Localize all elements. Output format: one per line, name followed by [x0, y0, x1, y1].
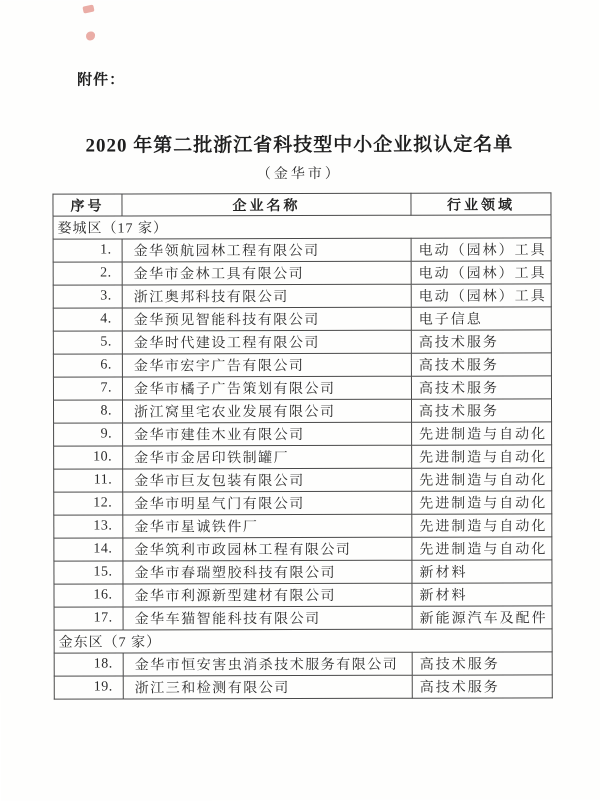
index-cell: 2.	[53, 262, 122, 285]
industry-cell: 先进制造与自动化	[412, 491, 552, 514]
index-cell: 6.	[53, 354, 122, 377]
index-cell: 7.	[53, 377, 122, 400]
header-industry: 行业领域	[411, 193, 551, 215]
section-label: 婺城区（17 家）	[53, 215, 551, 239]
industry-cell: 先进制造与自动化	[412, 468, 552, 491]
index-cell: 15.	[54, 561, 123, 584]
company-cell: 金华市恒安害虫消杀技术服务有限公司	[123, 652, 412, 676]
company-cell: 金华车猫智能科技有限公司	[123, 606, 412, 630]
table-row	[53, 284, 551, 308]
industry-cell: 电动（园林）工具	[411, 284, 551, 307]
header-row	[53, 193, 551, 216]
company-cell: 金华市建佳木业有限公司	[123, 422, 412, 446]
company-cell: 金华时代建设工程有限公司	[122, 330, 411, 354]
section-row	[54, 629, 552, 653]
industry-cell: 电动（园林）工具	[411, 261, 551, 284]
industry-cell: 新材料	[412, 583, 552, 606]
attachment-label: 附件：	[77, 71, 126, 89]
table-row	[54, 514, 552, 538]
index-cell: 19.	[54, 676, 123, 699]
table-row	[54, 445, 552, 469]
table-row	[54, 537, 552, 561]
index-cell: 17.	[54, 607, 123, 630]
company-cell: 金华市金居印铁制罐厂	[123, 445, 412, 469]
table-row	[54, 491, 552, 515]
company-cell: 浙江窝里宅农业发展有限公司	[122, 399, 411, 423]
scan-artifact-mark	[82, 4, 94, 13]
industry-cell: 高技术服务	[411, 376, 551, 399]
scan-artifact-mark	[86, 32, 95, 41]
company-cell: 金华市橘子广告策划有限公司	[122, 376, 411, 400]
index-cell: 16.	[54, 584, 123, 607]
table-row	[54, 675, 552, 699]
table-row	[54, 583, 552, 607]
table-row	[54, 560, 552, 584]
index-cell: 1.	[53, 239, 122, 262]
index-cell: 12.	[54, 492, 123, 515]
industry-cell: 高技术服务	[411, 399, 551, 422]
company-cell: 金华市宏宇广告有限公司	[122, 353, 411, 377]
industry-cell: 先进制造与自动化	[412, 537, 552, 560]
table-row	[53, 261, 551, 285]
table-row	[53, 376, 551, 400]
index-cell: 8.	[53, 400, 122, 423]
company-cell: 浙江奥邦科技有限公司	[122, 284, 411, 308]
index-cell: 11.	[54, 469, 123, 492]
page-title: 2020 年第二批浙江省科技型中小企业拟认定名单	[85, 134, 514, 157]
company-cell: 金华市利源新型建材有限公司	[123, 583, 412, 607]
company-cell: 金华市星诚铁件厂	[123, 514, 412, 538]
table-row	[53, 238, 551, 262]
company-cell: 金华市金林工具有限公司	[122, 261, 411, 285]
table-row	[54, 468, 552, 492]
table-row	[54, 652, 552, 676]
index-cell: 3.	[53, 285, 122, 308]
table-row	[53, 399, 551, 423]
index-cell: 10.	[54, 446, 123, 469]
company-cell: 金华预见智能科技有限公司	[122, 307, 411, 331]
industry-cell: 先进制造与自动化	[412, 422, 552, 445]
table-body	[53, 215, 552, 699]
index-cell: 5.	[53, 331, 122, 354]
industry-cell: 新能源汽车及配件	[412, 606, 552, 629]
industry-cell: 先进制造与自动化	[412, 445, 552, 468]
table-row	[53, 307, 551, 331]
header-index: 序号	[53, 194, 122, 216]
industry-cell: 先进制造与自动化	[412, 514, 552, 537]
industry-cell: 高技术服务	[412, 652, 552, 675]
table-row	[54, 422, 552, 446]
company-cell: 金华市巨友包装有限公司	[123, 468, 412, 492]
index-cell: 13.	[54, 515, 123, 538]
company-cell: 浙江三和检测有限公司	[123, 675, 412, 699]
section-row	[53, 215, 551, 239]
index-cell: 18.	[54, 653, 123, 676]
industry-cell: 高技术服务	[412, 675, 552, 698]
table-row	[53, 330, 551, 354]
industry-cell: 高技术服务	[411, 353, 551, 376]
table-row	[53, 353, 551, 377]
industry-cell: 电动（园林）工具	[411, 238, 551, 261]
page-subtitle: （金华市）	[256, 166, 342, 183]
table-row	[54, 606, 552, 630]
company-cell: 金华领航园林工程有限公司	[122, 238, 411, 262]
company-cell: 金华市明星气门有限公司	[123, 491, 412, 515]
companies-table	[52, 192, 552, 699]
index-cell: 9.	[54, 423, 123, 446]
index-cell: 4.	[53, 308, 122, 331]
industry-cell: 新材料	[412, 560, 552, 583]
industry-cell: 高技术服务	[411, 330, 551, 353]
section-label: 金东区（7 家）	[54, 629, 552, 653]
index-cell: 14.	[54, 538, 123, 561]
industry-cell: 电子信息	[411, 307, 551, 330]
company-cell: 金华筑利市政园林工程有限公司	[123, 537, 412, 561]
company-cell: 金华市春瑞塑胶科技有限公司	[123, 560, 412, 584]
header-company-name: 企业名称	[122, 193, 411, 216]
